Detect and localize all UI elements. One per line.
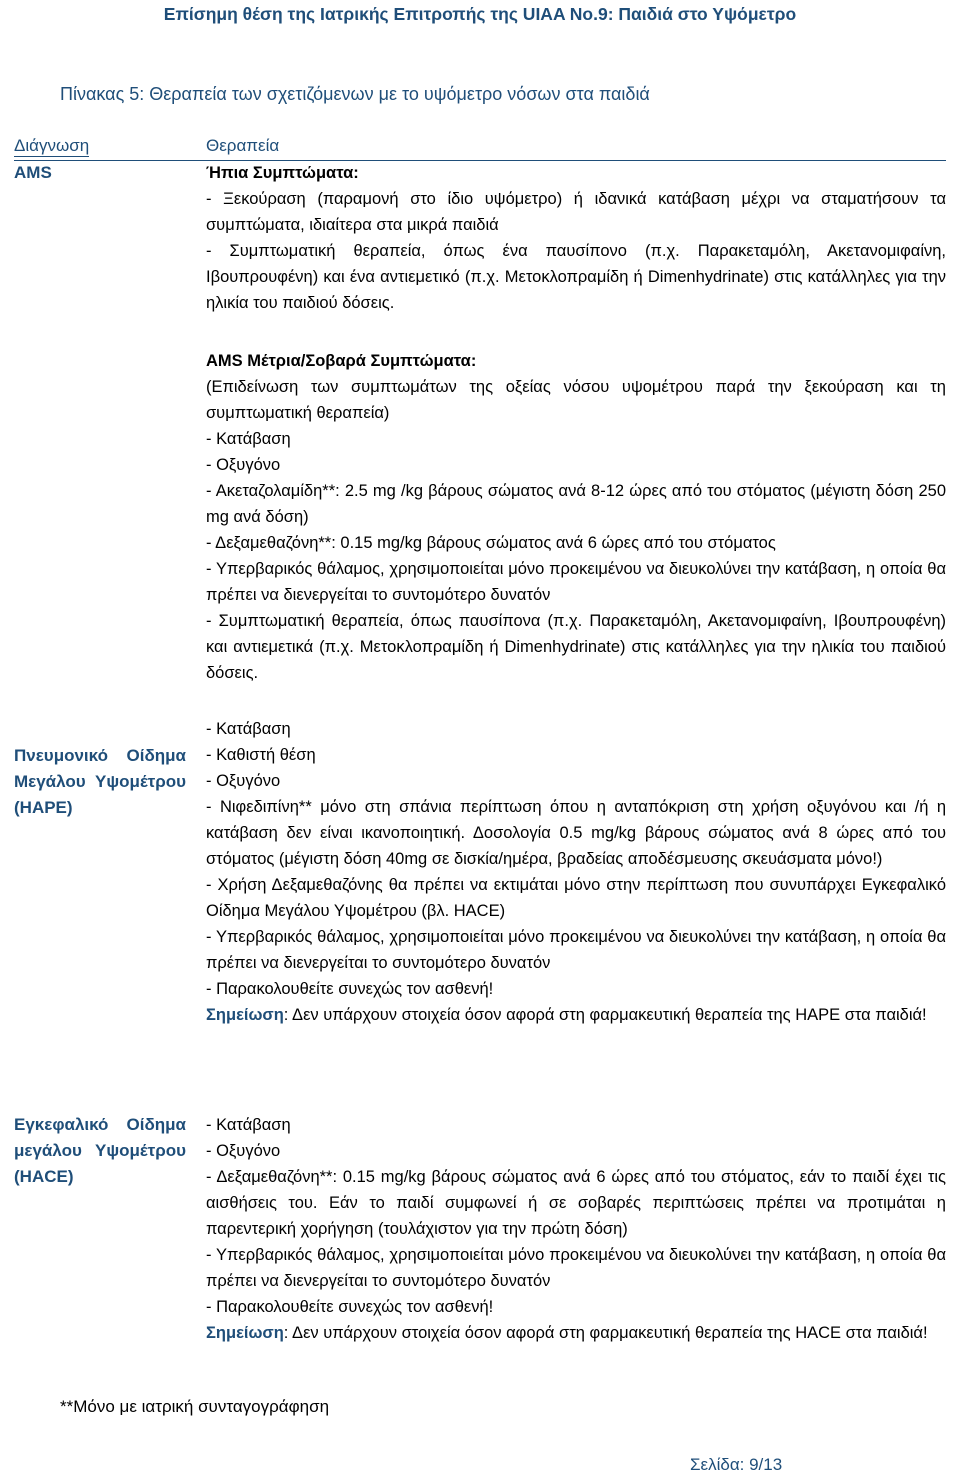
- therapy-line: - Νιφεδιπίνη** μόνο στη σπάνια περίπτωση όπου η ανταπόκριση στη χρήση οξυγόνου και /ή η κατάβαση δεν είναι ικανοποιητική. Δοσολογία 0.5 mg/kg βάρους σώματος ανά 8 ώρες από του στόματος (μέγιστη δόση 40mg σε δισκία/ημέρα, βραδείας αποδέσμευσης σκευάσματα μόνο!): [206, 798, 946, 868]
- therapy-hace: [206, 1112, 946, 1346]
- mild-heading: Ήπια Συμπτώματα:: [206, 164, 359, 182]
- table-title: Πίνακας 5: Θεραπεία των σχετιζόμενων με το υψόμετρο νόσων στα παιδιά: [60, 84, 650, 104]
- note-label: Σημείωση: [206, 1324, 284, 1342]
- therapy-line: (Επιδείνωση των συμπτωμάτων της οξείας νόσου υψομέτρου παρά την ξεκούραση και τη συμπτωματική θεραπεία): [206, 378, 946, 422]
- footnote: **Μόνο με ιατρική συνταγογράφηση: [60, 1397, 330, 1416]
- note-label: Σημείωση: [206, 1006, 284, 1024]
- therapy-line: - Παρακολουθείτε συνεχώς τον ασθενή!: [206, 980, 494, 998]
- therapy-line: - Οξυγόνο: [206, 456, 281, 474]
- note-text: : Δεν υπάρχουν στοιχεία όσον αφορά στη φαρμακευτική θεραπεία της HAPE στα παιδιά!: [283, 1006, 927, 1024]
- column-header-diagnosis: Διάγνωση: [14, 136, 90, 155]
- therapy-line: - Υπερβαρικός θάλαμος, χρησιμοποιείται μόνο προκειμένου να διευκολύνει την κατάβαση, η οποία θα πρέπει να διενεργείται το συντομότερο δυνατόν: [206, 560, 946, 604]
- note-text: : Δεν υπάρχουν στοιχεία όσον αφορά στη φαρμακευτική θεραπεία της HACE στα παιδιά!: [283, 1324, 928, 1342]
- therapy-line: - Συμπτωματική θεραπεία, όπως ένα παυσίπονο (π.χ. Παρακεταμόλη, Ακετανομιφαίνη, Ιβουπρουφένη) και ένα αντιεμετικό (π.χ. Μετοκλοπραμίδη ή Dimenhydrinate) στις κατάλληλες για την ηλικία του παιδιού δόσεις.: [206, 242, 946, 312]
- therapy-line: - Δεξαμεθαζόνη**: 0.15 mg/kg βάρους σώματος ανά 6 ώρες από του στόματος: [206, 534, 776, 552]
- severe-heading: AMS Μέτρια/Σοβαρά Συμπτώματα:: [206, 352, 477, 370]
- diagnosis-ams: AMS: [14, 163, 52, 182]
- therapy-line: - Καθιστή θέση: [206, 746, 316, 764]
- therapy-line: - Χρήση Δεξαμεθαζόνης θα πρέπει να εκτιμάται μόνο στην περίπτωση που συνυπάρχει Εγκεφαλικό Οίδημα Μεγάλου Υψομέτρου (βλ. HACE): [206, 876, 946, 920]
- therapy-ams-mild: [206, 160, 946, 316]
- therapy-hape: [206, 716, 946, 1028]
- therapy-line: - Οξυγόνο: [206, 772, 281, 790]
- diagnosis-hape: Πνευμονικό Οίδημα Μεγάλου Υψομέτρου (HAPE): [14, 746, 186, 817]
- document-header: Επίσημη θέση της Ιατρικής Επιτροπής της UIAA No.9: Παιδιά στο Υψόμετρο: [163, 4, 797, 24]
- therapy-line: - Παρακολουθείτε συνεχώς τον ασθενή!: [206, 1298, 494, 1316]
- therapy-line: - Κατάβαση: [206, 430, 291, 448]
- diagnosis-hace: Εγκεφαλικό Οίδημα μεγάλου Υψομέτρου (HACE): [14, 1115, 186, 1186]
- therapy-line: - Δεξαμεθαζόνη**: 0.15 mg/kg βάρους σώματος ανά 6 ώρες από του στόματος, εάν το παιδί έχει τις αισθήσεις του. Εάν το παιδί συμφωνεί ή σε σοβαρές περιπτώσεις πρέπει να προτιμάται η παρεντερική χορήγηση (τουλάχιστον για την πρώτη δόση): [206, 1168, 946, 1238]
- therapy-line: - Οξυγόνο: [206, 1142, 281, 1160]
- therapy-line: - Υπερβαρικός θάλαμος, χρησιμοποιείται μόνο προκειμένου να διευκολύνει την κατάβαση, η οποία θα πρέπει να διενεργείται το συντομότερο δυνατόν: [206, 928, 946, 972]
- column-header-therapy: Θεραπεία: [206, 136, 280, 155]
- therapy-line: - Ξεκούραση (παραμονή στο ίδιο υψόμετρο) ή ιδανικά κατάβαση μέχρι να σταματήσουν τα συμπτώματα, ιδιαίτερα στα μικρά παιδιά: [206, 190, 946, 234]
- therapy-line: - Κατάβαση: [206, 1116, 291, 1134]
- therapy-ams-severe: [206, 348, 946, 686]
- therapy-line: - Συμπτωματική θεραπεία, όπως παυσίπονα (π.χ. Παρακεταμόλη, Ακετανομιφαίνη, Ιβουπρουφένη) και αντιεμετικά (π.χ. Μετοκλοπραμίδη ή Dimenhydrinate) στις κατάλληλες για την ηλικία του παιδιού δόσεις.: [206, 612, 946, 682]
- note-line: [206, 1320, 946, 1346]
- therapy-line: - Υπερβαρικός θάλαμος, χρησιμοποιείται μόνο προκειμένου να διευκολύνει την κατάβαση, η οποία θα πρέπει να διενεργείται το συντομότερο δυνατόν: [206, 1246, 946, 1290]
- page-number: Σελίδα: 9/13: [690, 1455, 783, 1474]
- therapy-line: - Ακεταζολαμίδη**: 2.5 mg /kg βάρους σώματος ανά 8-12 ώρες από του στόματος (μέγιστη δόση 250 mg ανά δόση): [206, 482, 946, 526]
- therapy-line: - Κατάβαση: [206, 720, 291, 738]
- note-line: [206, 1002, 946, 1028]
